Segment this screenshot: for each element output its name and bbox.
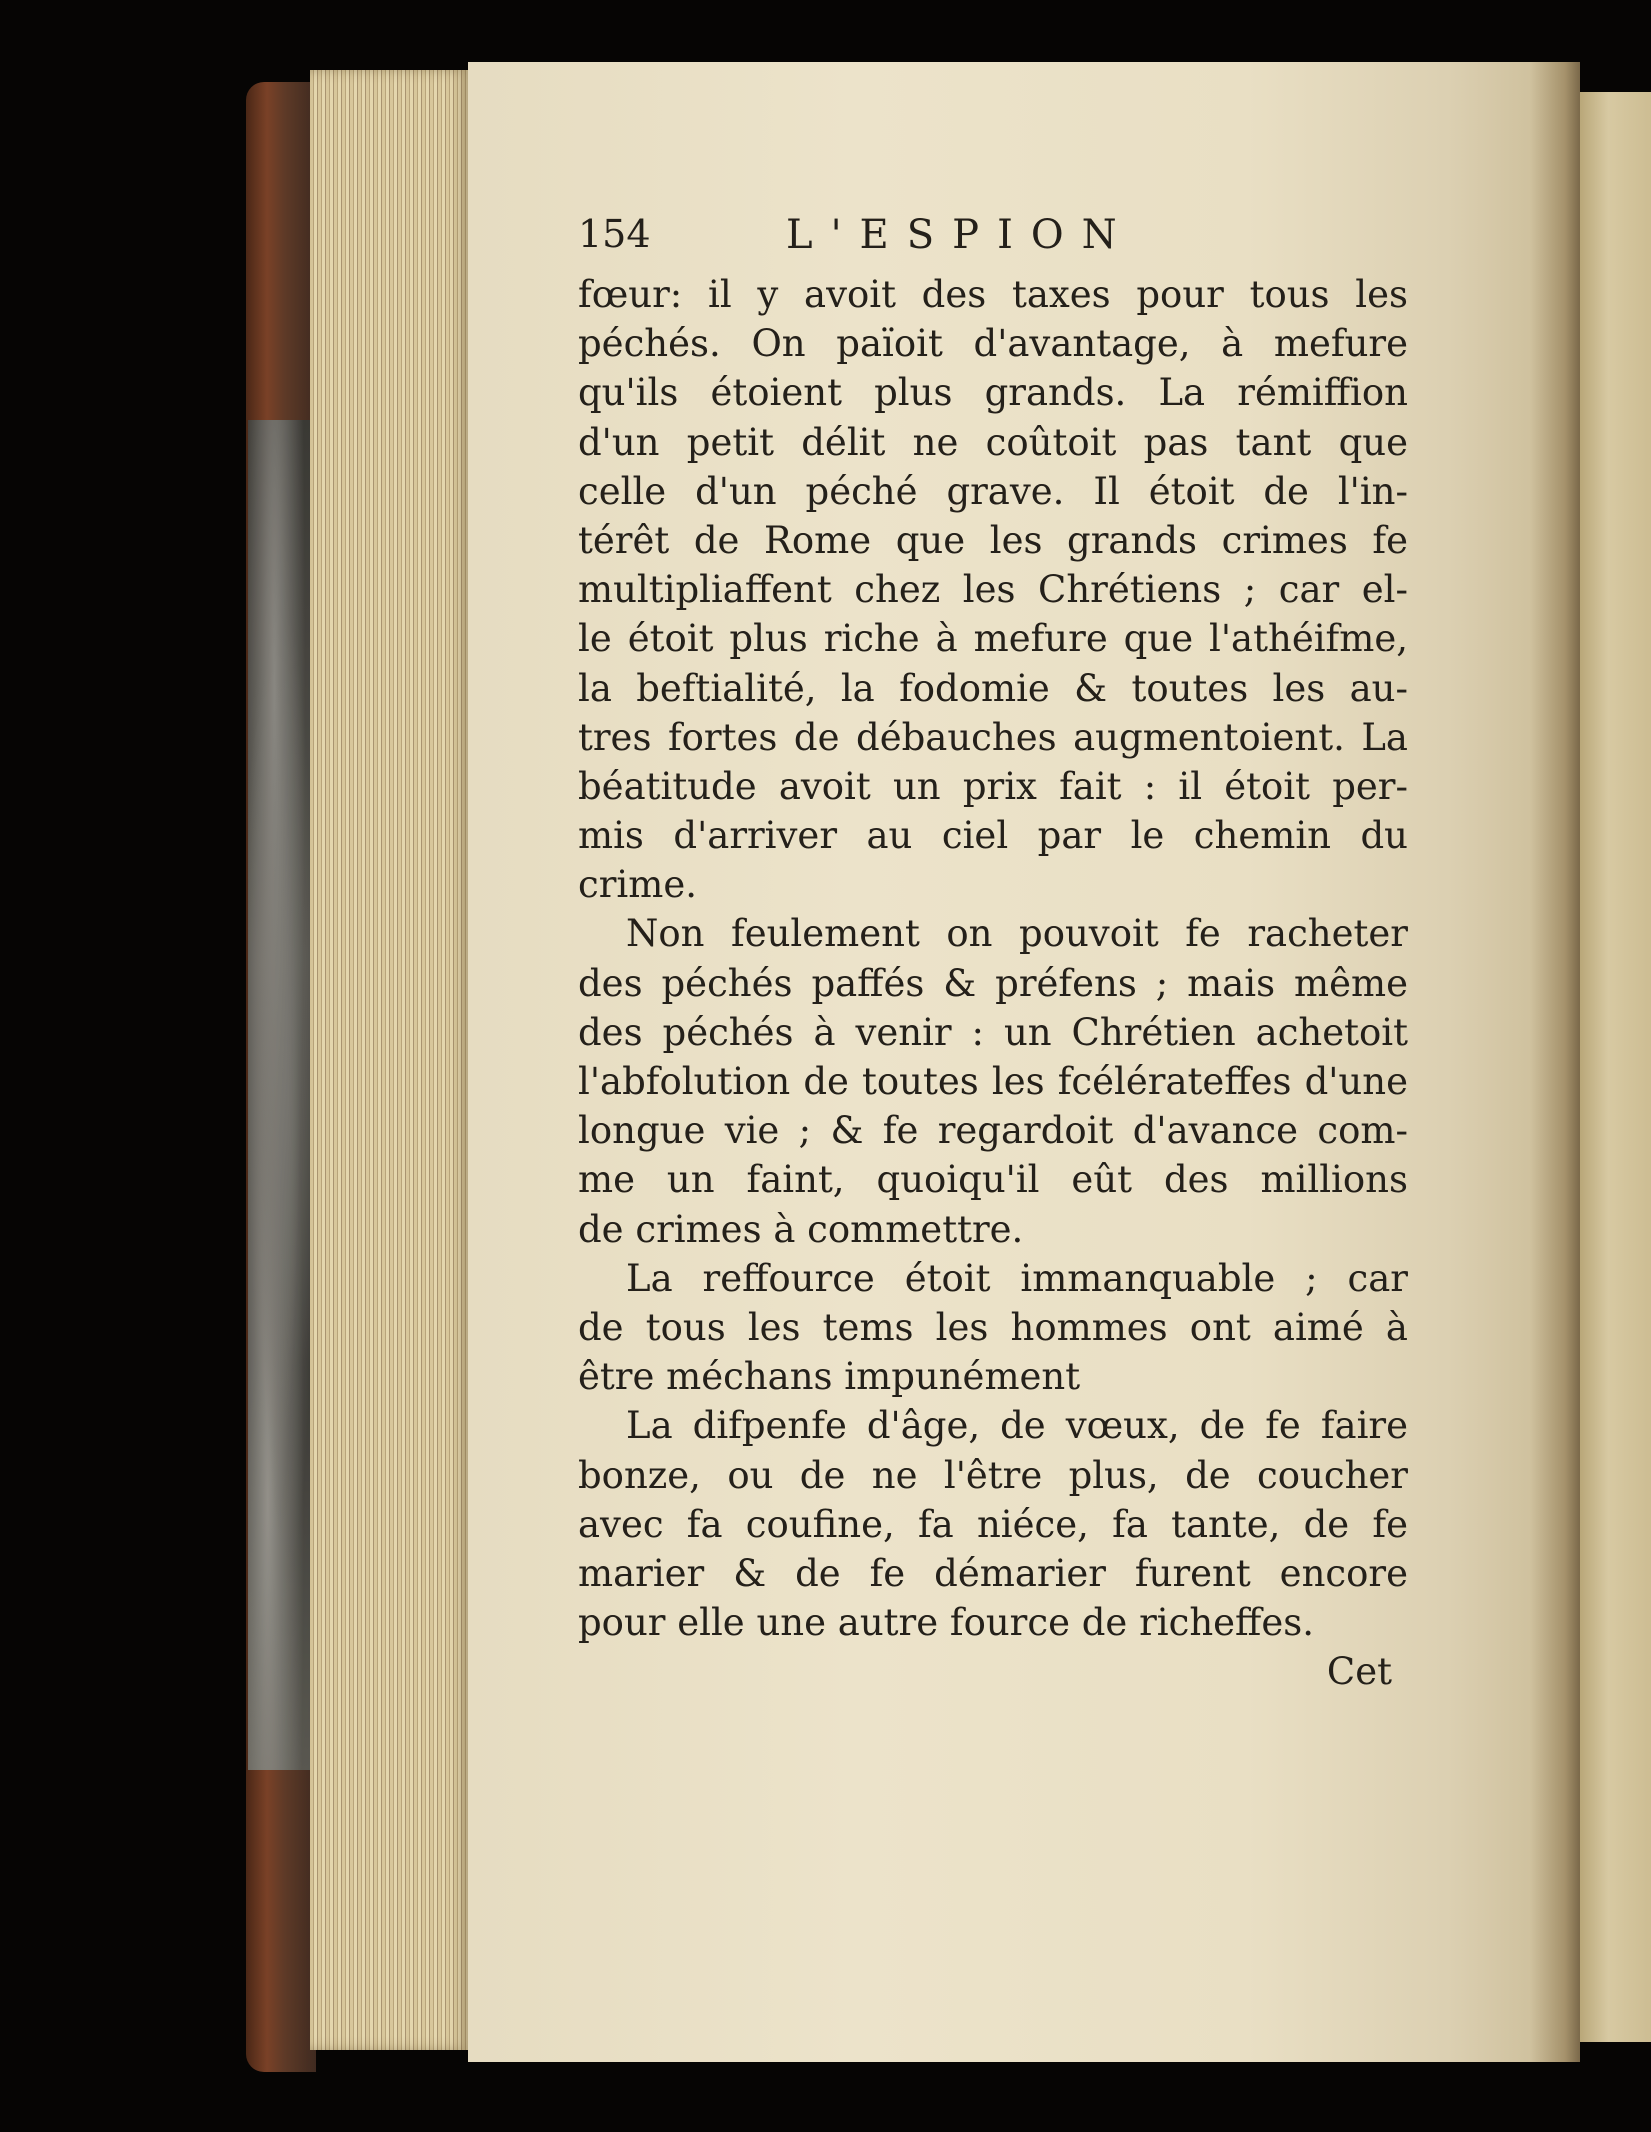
text-line: d'un petit délit ne coûtoit pas tant que [578, 420, 1408, 464]
page-text-block [578, 212, 1408, 1697]
text-line: béatitude avoit un prix fait : il étoit per- [578, 764, 1408, 808]
text-line: fœur: il y avoit des taxes pour tous les [578, 273, 1408, 316]
catchword: Cet [1326, 1650, 1392, 1694]
text-line: être méchans impunément [578, 1355, 1081, 1399]
text-line: pour elle une autre fource de richeffes. [578, 1601, 1314, 1645]
body-text [578, 270, 1408, 1647]
text-line: celle d'un péché grave. Il étoit de l'in- [578, 469, 1408, 513]
text-line: bonze, ou de ne l'être plus, de coucher [578, 1453, 1408, 1497]
text-line: le étoit plus riche à mefure que l'athéifme, [578, 617, 1408, 661]
text-line: des péchés à venir : un Chrétien achetoit [578, 1010, 1408, 1054]
text-line: l'abfolution de toutes les fcélérateffes d'une [578, 1060, 1408, 1103]
running-head-title: L'ESPION [786, 212, 1135, 258]
text-line: la beftialité, la fodomie & toutes les au- [578, 666, 1408, 710]
text-line: Non feulement on pouvoit fe racheter [626, 912, 1408, 956]
text-line: crime. [578, 863, 697, 907]
text-line: mis d'arriver au ciel par le chemin du [578, 814, 1408, 858]
text-line: me un faint, quoiqu'il eût des millions [578, 1158, 1408, 1202]
running-head [578, 212, 1408, 270]
text-line: longue vie ; & fe regardoit d'avance com- [578, 1109, 1408, 1153]
text-line: La reffource étoit immanquable ; car [626, 1256, 1408, 1300]
text-line: des péchés paffés & préfens ; mais même [578, 961, 1408, 1005]
text-line: La difpenfe d'âge, de vœux, de fe faire [626, 1404, 1408, 1448]
page-number: 154 [578, 212, 651, 256]
text-line: de tous les tems les hommes ont aimé à [578, 1305, 1408, 1349]
text-line: multipliaffent chez les Chrétiens ; car el- [578, 568, 1408, 612]
text-line: marier & de fe démarier furent encore [578, 1551, 1408, 1595]
facing-page-edge [1580, 92, 1651, 2042]
page-edges [310, 70, 470, 2050]
text-line: de crimes à commettre. [578, 1207, 1024, 1251]
marbled-cover [248, 420, 314, 1770]
text-line: tres fortes de débauches augmentoient. La [578, 715, 1408, 759]
text-line: avec fa coufine, fa niéce, fa tante, de fe [578, 1502, 1408, 1546]
text-line: térêt de Rome que les grands crimes fe [578, 518, 1408, 562]
text-line: qu'ils étoient plus grands. La rémiffion [578, 371, 1408, 415]
text-line: péchés. On païoit d'avantage, à mefure [578, 322, 1408, 366]
page-gutter-shadow [1530, 62, 1580, 2062]
